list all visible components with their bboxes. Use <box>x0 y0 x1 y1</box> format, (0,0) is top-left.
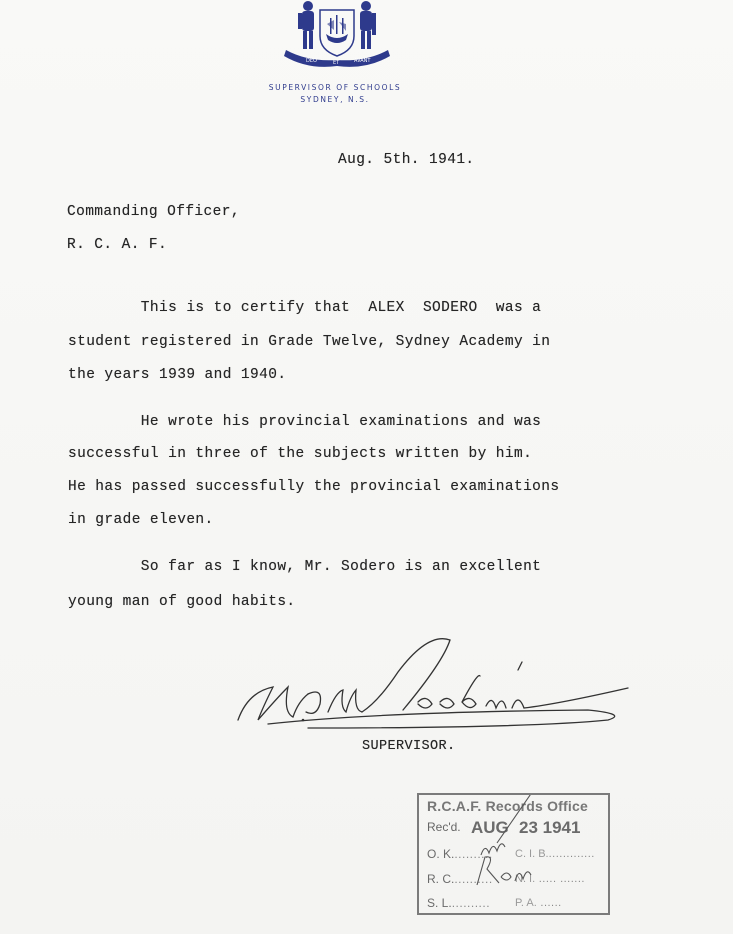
body-line: young man of good habits. <box>68 594 296 610</box>
body-line: He has passed successfully the provincial examinations <box>68 479 560 495</box>
letter-date: Aug. 5th. 1941. <box>338 152 475 168</box>
stamp-received-label: Rec'd. <box>427 820 461 834</box>
svg-text:DEO: DEO <box>306 58 317 64</box>
stamp-ok-label: O. K. <box>427 847 455 861</box>
letterhead-location: SYDNEY, N.S. <box>300 95 370 104</box>
letterhead-org: SUPERVISOR OF SCHOOLS <box>268 83 402 92</box>
coat-of-arms-icon <box>278 0 396 70</box>
body-line: student registered in Grade Twelve, Sydney Academy in <box>68 334 551 350</box>
stamp-title: R.C.A.F. Records Office <box>427 798 588 814</box>
stamp-month: AUG <box>471 818 509 837</box>
stamp-sl-label: S. L. <box>427 896 452 910</box>
stamp-rc-label: R. C. <box>427 872 455 886</box>
svg-text:ET: ET <box>333 60 340 66</box>
signature-title: SUPERVISOR. <box>362 739 456 754</box>
body-line: He wrote his provincial examinations and was <box>68 414 542 430</box>
recipient-org: R. C. A. F. <box>67 237 168 253</box>
received-stamp <box>417 793 610 915</box>
stamp-row-ok: O. K........... <box>427 847 493 861</box>
stamp-cib-label: C. I. B.............. <box>515 848 595 860</box>
svg-text:AVANT: AVANT <box>354 58 371 64</box>
signature <box>228 632 638 742</box>
body-line: successful in three of the subjects written by him. <box>68 446 533 462</box>
body-line: So far as I know, Mr. Sodero is an excellent <box>68 559 542 575</box>
body-line: the years 1939 and 1940. <box>68 367 287 383</box>
stamp-pa-label: P. A. ...... <box>515 897 562 909</box>
body-line: in grade eleven. <box>68 512 214 528</box>
recipient-title: Commanding Officer, <box>67 204 240 220</box>
stamp-row-sl: S. L........... <box>427 896 491 910</box>
stamp-day-year: 23 1941 <box>519 818 581 837</box>
body-line: This is to certify that ALEX SODERO was a <box>68 300 542 316</box>
stamp-ni-label: N. I. ..... ....... <box>515 873 585 885</box>
stamp-row-rc: R. C........... <box>427 872 493 886</box>
